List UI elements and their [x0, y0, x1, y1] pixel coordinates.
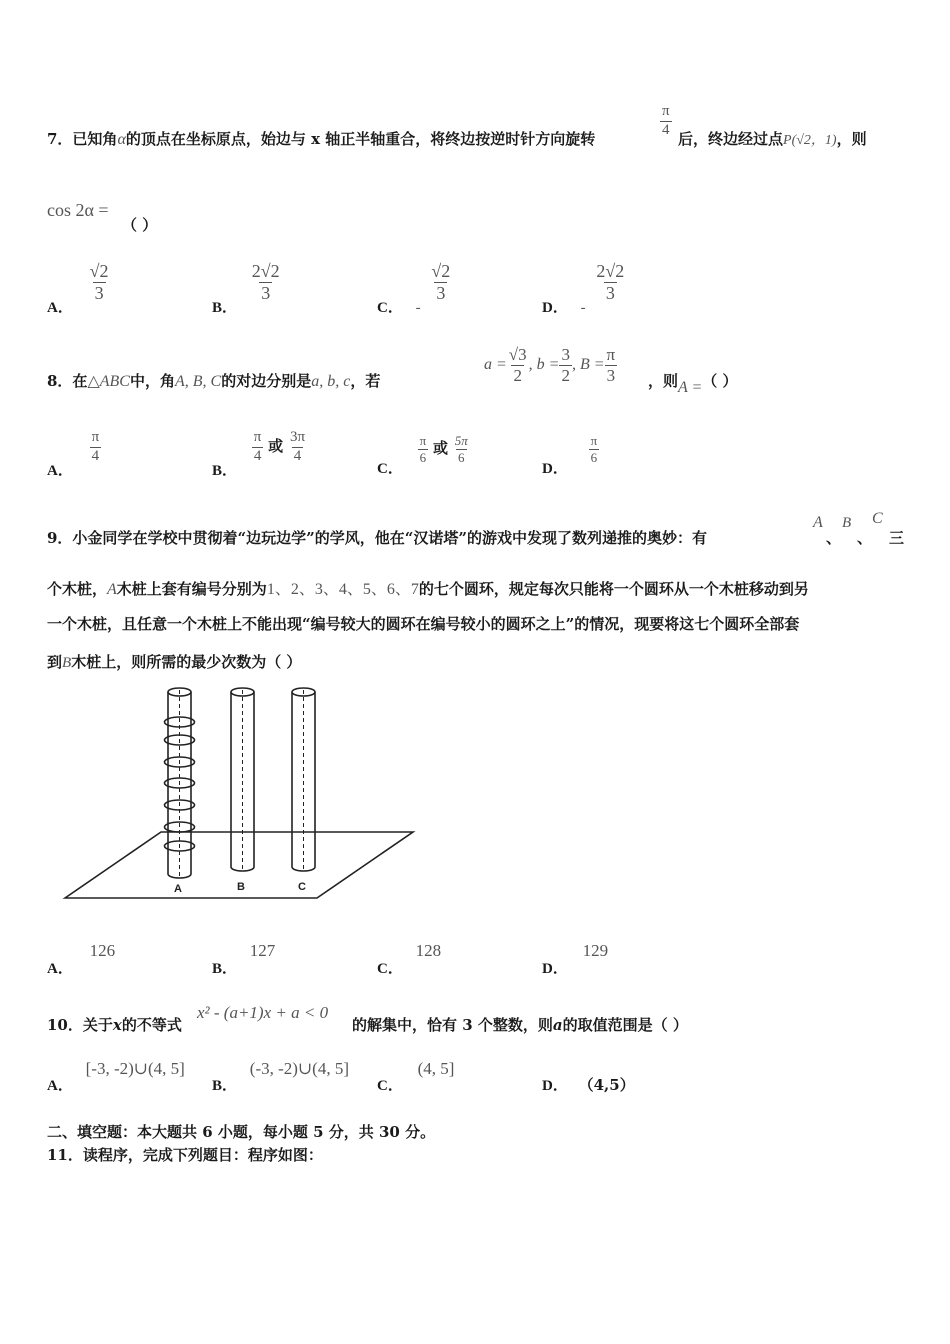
q7-option-b[interactable]: B． $\frac{2√2}{3}$ [212, 261, 280, 317]
q10-stem: 10．关于x的不等式 [47, 1016, 182, 1034]
q10-option-d[interactable]: D． （4,5） [542, 1076, 635, 1094]
q9-peg-b: B [842, 515, 852, 531]
q9-sep-2: 、 [857, 529, 873, 547]
q7-option-d[interactable]: D． - $\frac{2√2}{3}$ [542, 261, 625, 317]
q8-option-b[interactable]: B． $\frac{\pi}{4}$ 或 $\frac{3\pi}{4}$ [212, 429, 306, 480]
q9-ring-numbers: 1、2、3、4、5、6、7 [266, 581, 419, 598]
q9-line3: 一个木桩，且任意一个木桩上不能出现“编号较大的圆环在编号较小的圆环之上”的情况，现要将这七个圆环全部套 [47, 615, 800, 633]
q8-condition: a = $\frac{√3}{2}$ , b = $\frac{3}{2}$ , B = $\frac{\pi}{3}$ [484, 345, 616, 385]
q9-sep-1: 、 [826, 529, 842, 547]
q10-stem-end: 的解集中，恰有 3 个整数，则a的取值范围是（ ） [352, 1016, 688, 1034]
q8-triangle: △ABC [87, 373, 130, 390]
q7-text-c: 后，终边经过点 [678, 130, 784, 148]
q9-option-a[interactable]: A． 126 [47, 941, 116, 977]
q10-option-c[interactable]: C． (4, 5] [377, 1059, 455, 1094]
q9-peg-c: C [872, 510, 883, 527]
q7-option-b-value: $\frac{2√2}{3}$ [251, 261, 280, 303]
q9-option-b[interactable]: B． 127 [212, 941, 276, 977]
peg-a [165, 688, 195, 878]
q9-option-c[interactable]: C． 128 [377, 941, 442, 977]
q8-stem-end: ，则A =（ ） [648, 372, 738, 396]
q7-expression: cos 2α = [47, 200, 109, 220]
q7-option-d-value: $\frac{2√2}{3}$ [596, 261, 625, 303]
q7-point: P(√2，1) [783, 133, 837, 148]
figure-label-c: C [298, 881, 306, 893]
q8-option-c[interactable]: C． $\frac{\pi}{6}$ 或 $\frac{5\pi}{6}$ [377, 433, 468, 478]
q7-rotation-fraction: $\frac{\pi}{4}$ [662, 103, 670, 138]
q7-option-a[interactable]: A． $\frac{√2}{3}$ [47, 261, 109, 317]
peg-b [231, 688, 254, 871]
q9-option-d[interactable]: D． 129 [542, 941, 609, 977]
q8-option-a[interactable]: A． $\frac{\pi}{4}$ [47, 429, 100, 480]
q10-inequality: x² - (a+1)x + a < 0 [197, 1003, 329, 1022]
q7-text-b: 的顶点在坐标原点，始边与 x 轴正半轴重合，将终边按逆时针方向旋转 [125, 130, 596, 148]
q7-paren: （ ） [122, 216, 158, 234]
section-2-heading: 二、填空题：本大题共 6 小题，每小题 5 分，共 30 分。 [47, 1123, 436, 1141]
q10-option-a[interactable]: A． [-3, -2)∪(4, 5] [47, 1059, 185, 1094]
q8-option-d[interactable]: D． $\frac{\pi}{6}$ [542, 433, 598, 478]
q9-line4: 到B木桩上，则所需的最少次数为（ ） [47, 653, 302, 671]
figure-label-a: A [174, 883, 182, 895]
q7-text-a: 7．已知角 [47, 130, 118, 148]
q9-line1-end: 三 [889, 529, 905, 547]
q11-stem: 11．读程序，完成下列题目：程序如图： [47, 1146, 323, 1164]
q7-stem-end [678, 128, 867, 149]
q8-sides: a, b, c [311, 373, 351, 390]
q8-stem: 8．在△ABC中，角A, B, C的对边分别是a, b, c，若 [47, 372, 381, 390]
q7-option-c[interactable]: C． - $\frac{√2}{3}$ [377, 261, 451, 317]
q7-stem [47, 128, 595, 149]
peg-c [292, 688, 315, 871]
q7-text-d: ，则 [836, 130, 867, 148]
q9-line2: 个木桩，A木桩上套有编号分别为1、2、3、4、5、6、7的七个圆环，规定每次只能将一个圆环从一个木桩移动到另 [47, 580, 809, 598]
q7-alpha: α [117, 131, 126, 148]
q9-line1: 9．小金同学在学校中贯彻着“边玩边学”的学风，他在“汉诺塔”的游戏中发现了数列递推的奥妙：有 [47, 529, 707, 547]
q7-option-a-value: $\frac{√2}{3}$ [89, 261, 109, 303]
q7-option-c-value: $\frac{√2}{3}$ [431, 261, 451, 303]
hanoi-figure [55, 682, 425, 908]
q9-pegs: A [813, 514, 823, 531]
q10-option-b[interactable]: B． (-3, -2)∪(4, 5] [212, 1059, 350, 1094]
q8-angles: A, B, C [174, 373, 222, 390]
figure-label-b: B [237, 881, 245, 893]
